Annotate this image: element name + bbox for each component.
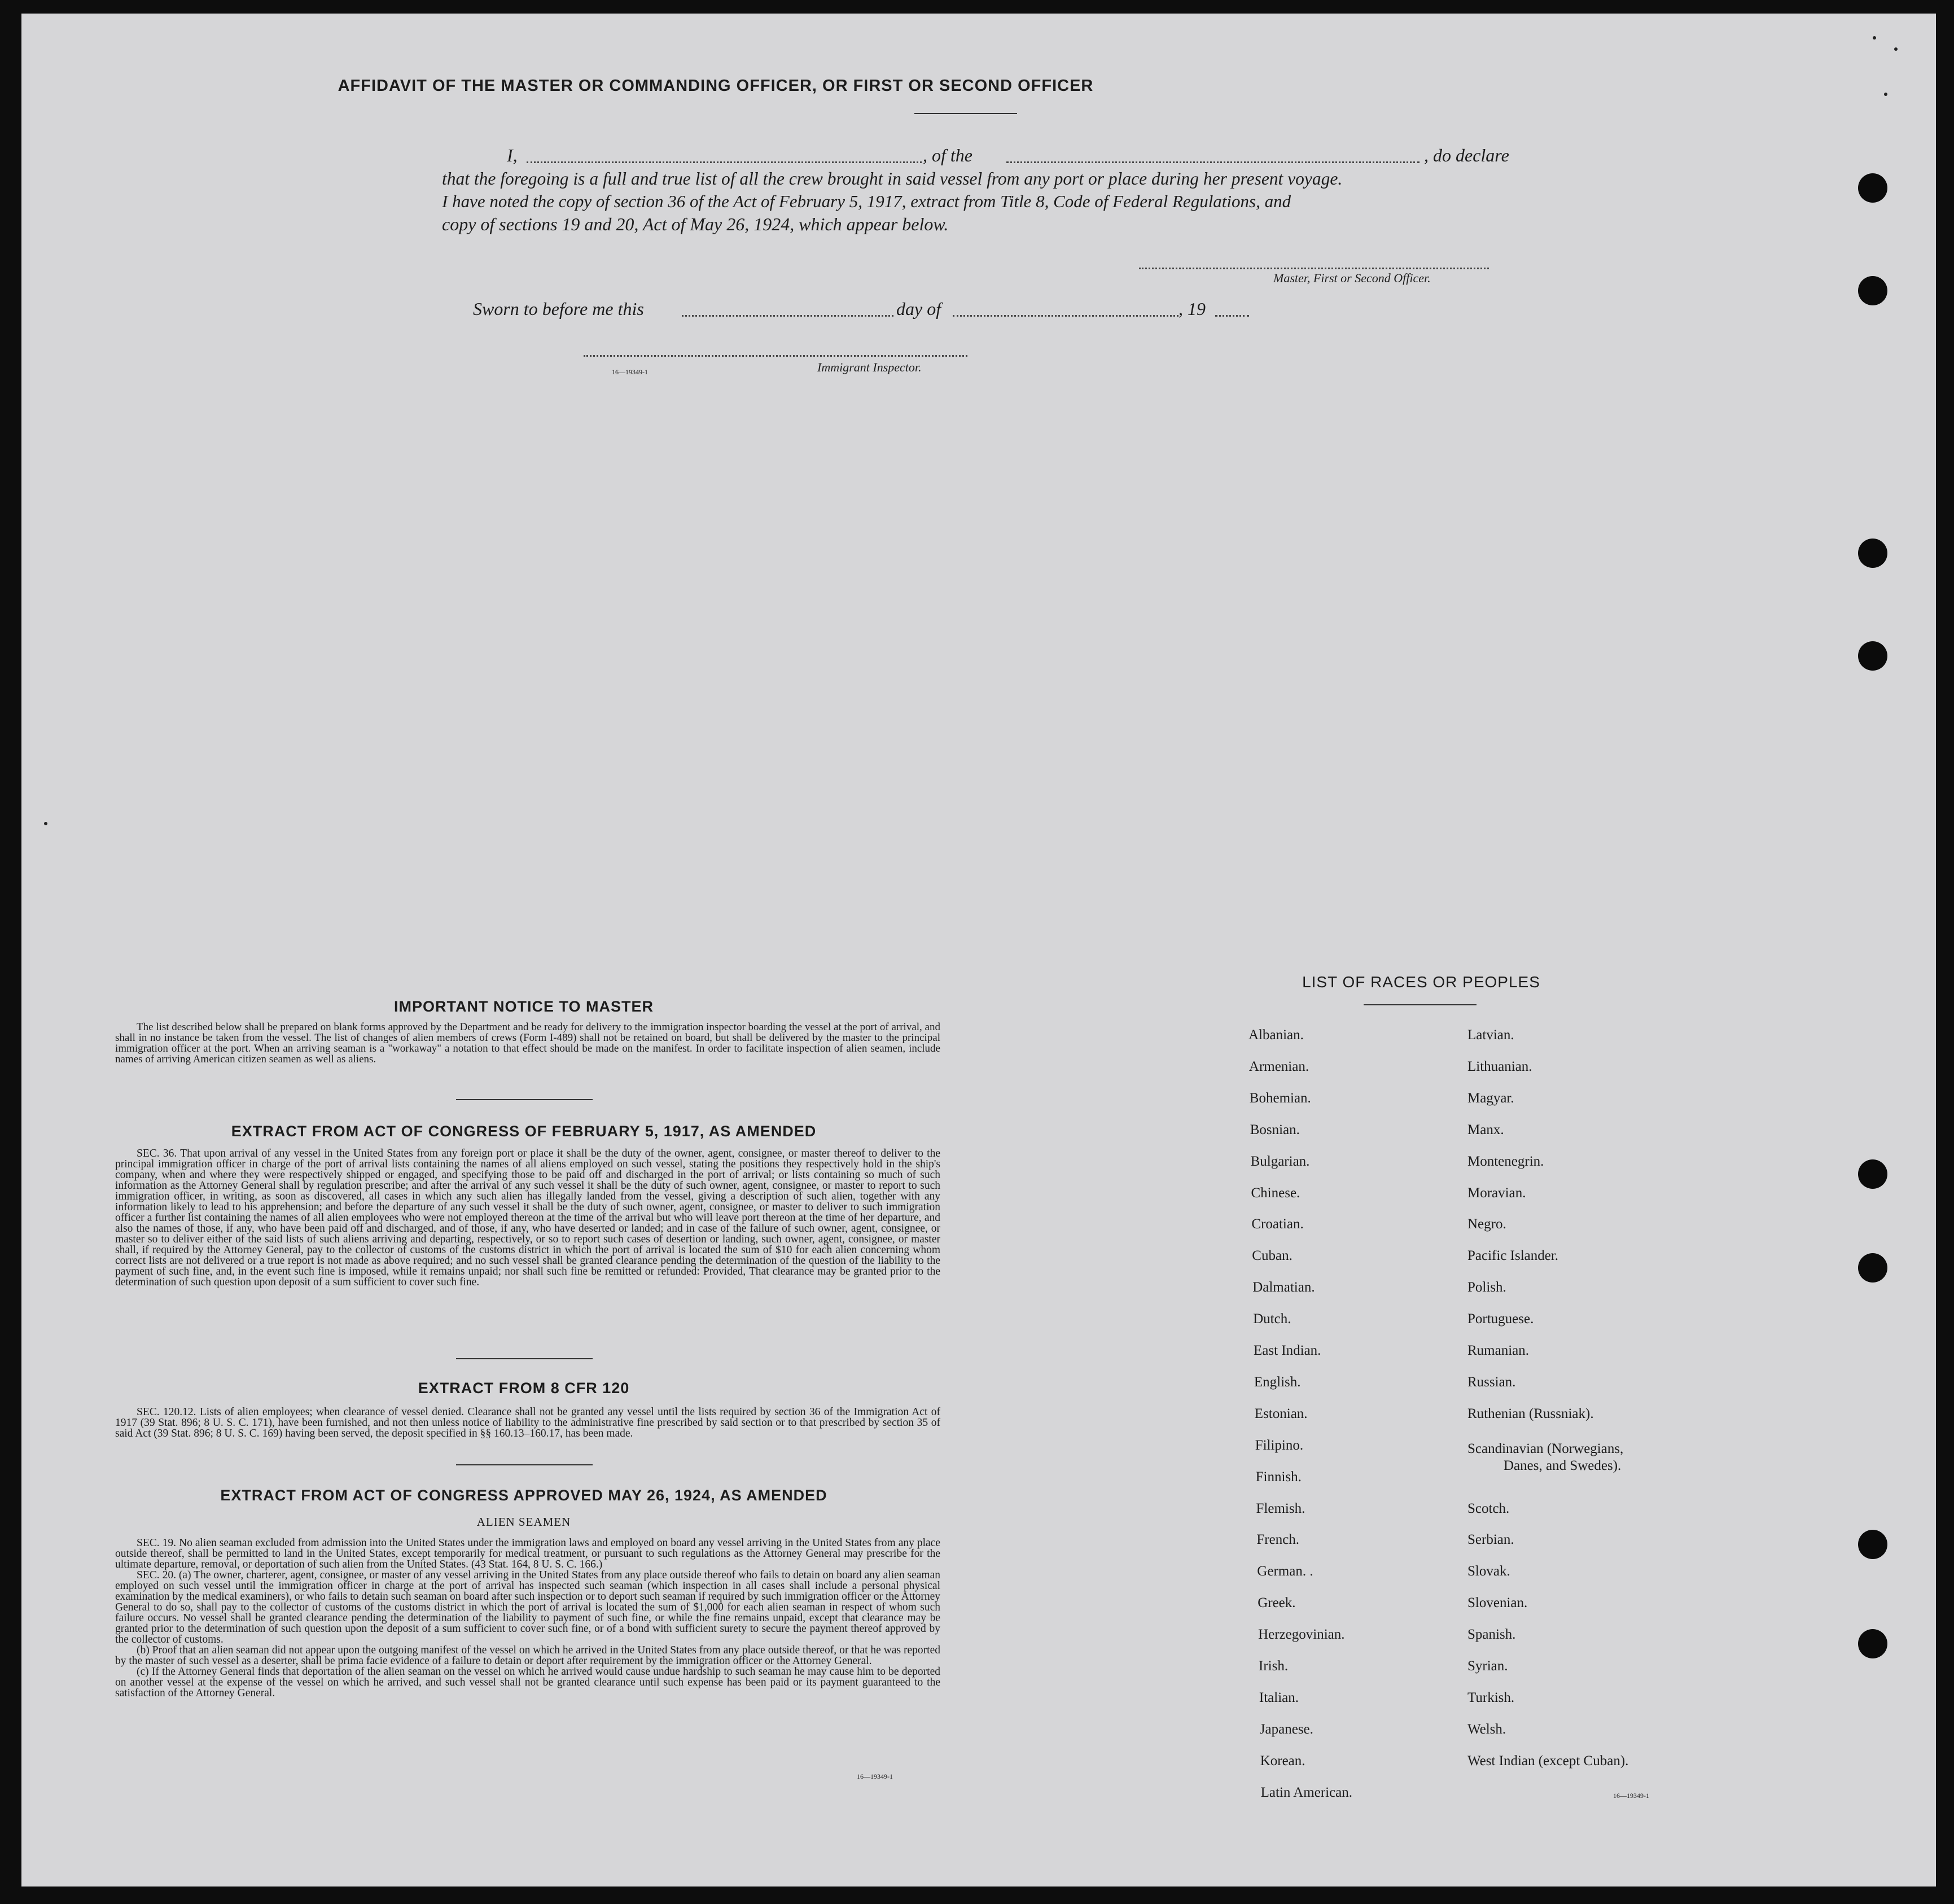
race-item: Croatian.: [1251, 1216, 1304, 1232]
day-of-label: day of: [896, 299, 941, 319]
race-item: West Indian (except Cuban).: [1467, 1753, 1629, 1769]
extract-1917-title: EXTRACT FROM ACT OF CONGRESS OF FEBRUARY 5, 1917, AS AMENDED: [231, 1123, 817, 1140]
race-item: Slovenian.: [1467, 1595, 1528, 1611]
race-item: Moravian.: [1467, 1185, 1526, 1201]
ink-speck: [1894, 47, 1898, 51]
divider: [456, 1099, 593, 1100]
punch-hole: [1858, 1530, 1887, 1559]
form-number: 16—19349-1: [857, 1772, 893, 1780]
form-number: 16—19349-1: [1613, 1792, 1649, 1800]
race-item: Rumanian.: [1467, 1343, 1530, 1358]
i-label: I,: [507, 145, 518, 165]
race-item: Scotch.: [1467, 1500, 1510, 1516]
race-item: German. .: [1257, 1564, 1313, 1579]
race-item: Bosnian.: [1250, 1122, 1300, 1137]
ink-speck: [1884, 93, 1887, 96]
race-item: Danes, and Swedes).: [1504, 1457, 1622, 1473]
race-item: Bulgarian.: [1250, 1153, 1310, 1169]
extract-1924-text: [115, 1538, 940, 1699]
race-item: Flemish.: [1256, 1500, 1305, 1516]
race-item: Italian.: [1259, 1689, 1299, 1705]
race-item: Dalmatian.: [1252, 1280, 1315, 1295]
race-item: Albanian.: [1248, 1027, 1304, 1043]
notice-title: IMPORTANT NOTICE TO MASTER: [394, 998, 654, 1015]
divider: [456, 1464, 593, 1465]
extract-1917-text: SEC. 36. That upon arrival of any vessel in the United States from any foreign port or place it shall be the duty of the owner, agent, consignee, or master thereof to deliver to the principal immigration officer in charge of the port of arrival lists containing the names of all aliens employed on such vessel, stating the positions they respectively hold in the ship's company, when and where they were respectively shipped or engaged, and specifying those to be paid off and discharged in the port of arrival; or lists containing so much of such information as the Attorney General shall by regulation prescribe; and after the arrival of any such vessel it shall be the duty of such owner, agent, consignee, or master to report to such immigration officer, in writing, as soon as discovered, all cases in which any such alien has illegally landed from the vessel, giving a description of such alien, together with any information likely to lead to his apprehension; and before the departure of any such vessel it shall be the duty of such owner, agent, consignee, or master to deliver to such immigration officer a further list containing the names of all alien employees who were not employed thereon at the time of the arrival but who will leave port thereon at the time of her departure, and also the names of those, if any, who have been paid off and discharged, and of those, if any, who have deserted or landed; and in case of the failure of such owner, agent, consignee, or master so to deliver either of the said lists of such aliens arriving and departing, respectively, or so to report such cases of desertion or landing, such owner, agent, consignee, or master shall, if required by the Attorney General, pay to the collector of customs of the customs district in which the port of arrival is located the sum of $10 for each alien concerning whom correct lists are not delivered or a true report is not made as above required; and no such vessel shall be granted clearance pending the determination of the question of the liability to the payment of such fine, and, in the event such fine is imposed, while it remains unpaid; nor shall such fine be remitted or refunded: Provided, That clearance may be granted prior to the determination of such question upon deposit of a sum sufficient to cover such fine.: [115, 1148, 940, 1288]
race-item: Polish.: [1467, 1280, 1506, 1295]
divider: [914, 113, 1017, 114]
sworn-day-field[interactable]: [682, 315, 893, 317]
race-item: Herzegovinian.: [1258, 1627, 1345, 1643]
notice-text: The list described below shall be prepared on blank forms approved by the Department and be ready for delivery to the immigration inspector boarding the vessel at the port of arrival, and shall in no instance be taken from the vessel. The list of changes of alien members of crews (Form I-489) shall not be retained on board, but shall be delivered by the master to the principal immigration officer at the port. When an arriving seaman is a "workaway" a notation to that effect should be made on the manifest. In order to facilitate inspection of alien seamen, include names of arriving American citizen seamen as well as aliens.: [115, 1021, 940, 1065]
race-item: Magyar.: [1467, 1090, 1514, 1106]
section-20b-paragraph: (b) Proof that an alien seaman did not appear upon the outgoing manifest of the vessel on which he arrived in the United States from any place outside thereof, or that he was reported by the master of such vessel as a deserter, shall be prima facie evidence of a failure to detain or deport after requirement by the immigration officer or the Attorney General.: [115, 1644, 940, 1667]
punch-hole: [1858, 173, 1887, 203]
race-item: Filipino.: [1255, 1437, 1304, 1453]
punch-hole: [1858, 641, 1887, 671]
sworn-year-field[interactable]: [1215, 315, 1249, 317]
inspector-label: Immigrant Inspector.: [817, 360, 922, 374]
ink-speck: [1873, 36, 1876, 40]
race-item: Scandinavian (Norwegians,: [1467, 1441, 1624, 1456]
race-item: Korean.: [1260, 1753, 1305, 1769]
race-item: Russian.: [1467, 1374, 1516, 1390]
race-item: Japanese.: [1259, 1721, 1313, 1737]
race-item: Serbian.: [1467, 1532, 1514, 1548]
race-item: English.: [1254, 1374, 1301, 1390]
race-item: Ruthenian (Russniak).: [1467, 1406, 1594, 1421]
affidavit-line-4: copy of sections 19 and 20, Act of May 26, 1924, which appear below.: [442, 214, 949, 234]
punch-hole: [1858, 276, 1887, 305]
race-item: Pacific Islander.: [1467, 1248, 1559, 1264]
affidavit-line-3: I have noted the copy of section 36 of the Act of February 5, 1917, extract from Title 8, Code of Federal Regulations, and: [442, 191, 1291, 211]
name-field[interactable]: [527, 161, 922, 163]
declare-label: , do declare: [1424, 145, 1509, 165]
inspector-signature-line[interactable]: [584, 355, 967, 357]
section-19-paragraph: SEC. 19. No alien seaman excluded from admission into the United States under the immigration laws and employed on board any vessel arriving in the United States from any place outside thereof, shall be permitted to land in the United States, except temporarily for medical treatment, or pursuant to such regulations as the Attorney General may prescribe for the ultimate departure, removal, or deportation of such alien from the United States. (43 Stat. 164, 8 U. S. C. 166.): [115, 1537, 940, 1570]
race-item: French.: [1256, 1532, 1300, 1548]
race-item: Bohemian.: [1249, 1090, 1311, 1106]
punch-hole: [1858, 1159, 1887, 1189]
of-the-label: , of the: [923, 145, 972, 165]
punch-hole: [1858, 539, 1887, 568]
section-20a-paragraph: SEC. 20. (a) The owner, charterer, agent, consignee, or master of any vessel arriving in the United States from any place outside thereof who fails to detain on board any alien seaman employed on such vessel until the immigration officer in charge at the port of arrival has inspected such seaman (which inspection in all cases shall include a personal physical examination by the medical examiners), or who fails to detain such seaman on board after such inspection or to deport such seaman if required by such immigration officer or the Attorney General to do so, shall pay to the collector of customs of the customs district in which the port of arrival is located the sum of $1,000 for each alien seaman in respect of whom such failure occurs. No vessel shall be granted clearance pending the determination of the liability to payment of such fine, or while the fine remains unpaid, except that clearance may be granted prior to the determination of such question upon the deposit of a sum sufficient to cover such fine, or of a bond with sufficient surety to secure the payment thereof approved by the collector of customs.: [115, 1569, 940, 1645]
race-item: Welsh.: [1467, 1721, 1506, 1737]
form-number: 16—19349-1: [612, 368, 648, 376]
race-item: Greek.: [1258, 1595, 1296, 1611]
race-item: Irish.: [1259, 1658, 1289, 1674]
master-signature-line[interactable]: [1139, 268, 1489, 269]
punch-hole: [1858, 1629, 1887, 1658]
race-item: East Indian.: [1254, 1343, 1321, 1358]
ink-speck: [44, 822, 47, 825]
races-title: LIST OF RACES OR PEOPLES: [1302, 973, 1540, 991]
punch-hole: [1858, 1253, 1887, 1283]
race-item: Chinese.: [1251, 1185, 1300, 1201]
extract-cfr-title: EXTRACT FROM 8 CFR 120: [418, 1380, 630, 1397]
affidavit-line-2: that the foregoing is a full and true list of all the crew brought in said vessel from any port or place during her present voyage.: [442, 169, 1343, 189]
race-item: Cuban.: [1252, 1248, 1293, 1264]
form-page: [21, 14, 1936, 1887]
vessel-field[interactable]: [1006, 161, 1420, 163]
divider: [456, 1358, 593, 1359]
section-20c-paragraph: (c) If the Attorney General finds that deportation of the alien seaman on the vessel on which he arrived would cause undue hardship to such seaman he may cause him to be deported on another vessel at the expense of the vessel on which he arrived, and such vessel shall not be granted clearance until such expense has been paid or its payment guaranteed to the satisfaction of the Attorney General.: [115, 1666, 940, 1699]
race-item: Turkish.: [1467, 1689, 1515, 1705]
race-item: Lithuanian.: [1467, 1058, 1532, 1074]
race-item: Manx.: [1467, 1122, 1504, 1137]
race-item: Portuguese.: [1467, 1311, 1534, 1327]
race-item: Spanish.: [1467, 1627, 1516, 1643]
race-item: Syrian.: [1467, 1658, 1508, 1674]
race-item: Latvian.: [1467, 1027, 1514, 1043]
divider: [1364, 1004, 1477, 1005]
race-item: Negro.: [1467, 1216, 1506, 1232]
extract-1924-title: EXTRACT FROM ACT OF CONGRESS APPROVED MAY 26, 1924, AS AMENDED: [220, 1487, 827, 1504]
sworn-label: Sworn to before me this: [473, 299, 644, 319]
race-item: Latin American.: [1260, 1784, 1353, 1800]
year-label: , 19: [1178, 299, 1206, 319]
race-item: Finnish.: [1255, 1469, 1302, 1485]
race-item: Dutch.: [1253, 1311, 1291, 1327]
master-signature-label: Master, First or Second Officer.: [1273, 271, 1431, 285]
race-item: Slovak.: [1467, 1564, 1510, 1579]
extract-cfr-text: SEC. 120.12. Lists of alien employees; when clearance of vessel denied. Clearance shall not be granted any vessel until the lists required by section 36 of the Immigration Act of 1917 (39 Stat. 896; 8 U. S. C. 171), have been furnished, and not then unless notice of liability to the administrative fine prescribed by said section or to that prescribed by section 35 of said Act (39 Stat. 896; 8 U. S. C. 169) having been served, the deposit specified in §§ 160.13–160.17, has been made.: [115, 1406, 940, 1439]
extract-1924-subtitle: ALIEN SEAMEN: [476, 1515, 571, 1529]
race-item: Armenian.: [1248, 1058, 1309, 1074]
race-item: Montenegrin.: [1467, 1153, 1544, 1169]
race-item: Estonian.: [1254, 1406, 1308, 1421]
sworn-month-field[interactable]: [953, 315, 1178, 317]
affidavit-title: AFFIDAVIT OF THE MASTER OR COMMANDING OFFICER, OR FIRST OR SECOND OFFICER: [338, 77, 1094, 95]
